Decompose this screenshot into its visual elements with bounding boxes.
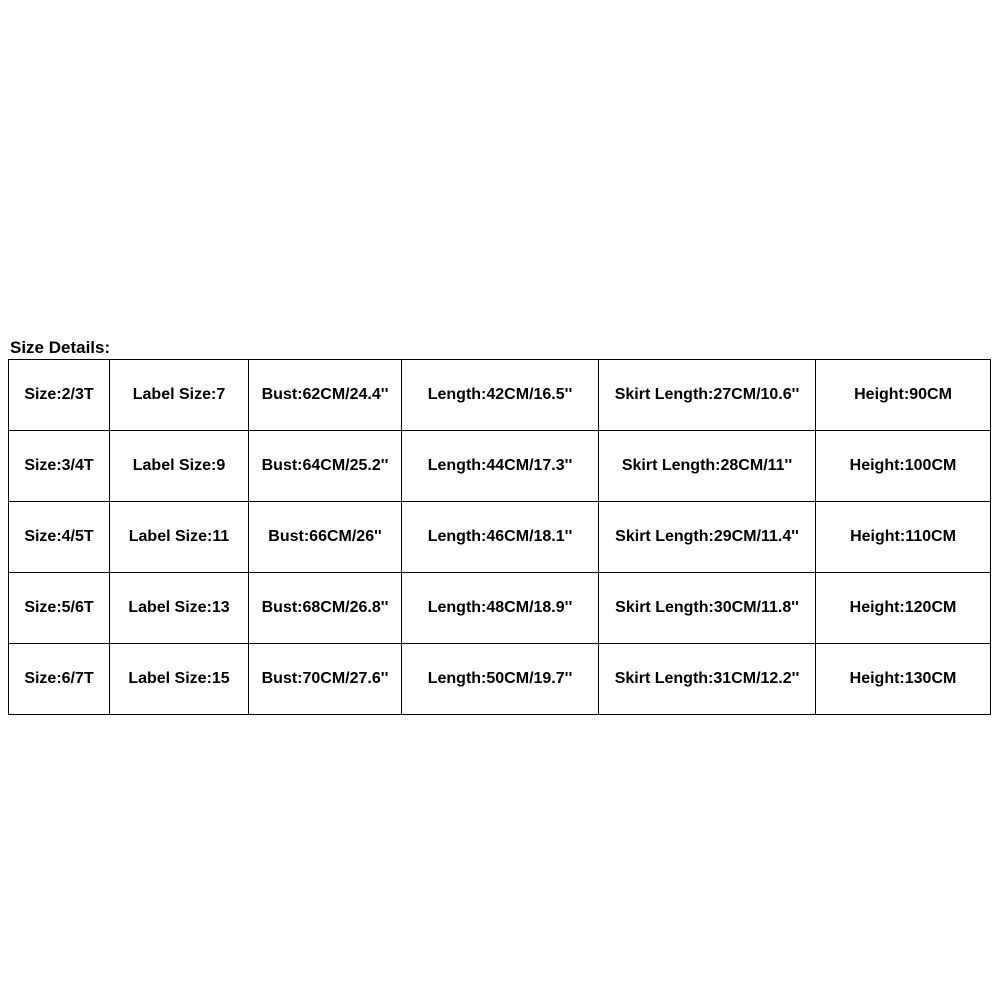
bust-cell: Bust:64CM/25.2'' xyxy=(249,431,402,502)
height-cell: Height:110CM xyxy=(816,502,991,573)
height-cell: Height:130CM xyxy=(816,644,991,715)
size-cell: Size:3/4T xyxy=(9,431,110,502)
label-size-cell: Label Size:7 xyxy=(110,360,249,431)
label-size-cell: Label Size:11 xyxy=(110,502,249,573)
size-cell: Size:6/7T xyxy=(9,644,110,715)
label-size-cell: Label Size:9 xyxy=(110,431,249,502)
length-cell: Length:48CM/18.9'' xyxy=(402,573,599,644)
skirt-length-cell: Skirt Length:29CM/11.4'' xyxy=(599,502,816,573)
size-cell: Size:5/6T xyxy=(9,573,110,644)
length-cell: Length:50CM/19.7'' xyxy=(402,644,599,715)
size-cell: Size:4/5T xyxy=(9,502,110,573)
size-table xyxy=(8,359,991,715)
length-cell: Length:46CM/18.1'' xyxy=(402,502,599,573)
bust-cell: Bust:68CM/26.8'' xyxy=(249,573,402,644)
skirt-length-cell: Skirt Length:31CM/12.2'' xyxy=(599,644,816,715)
length-cell: Length:44CM/17.3'' xyxy=(402,431,599,502)
skirt-length-cell: Skirt Length:28CM/11'' xyxy=(599,431,816,502)
height-cell: Height:100CM xyxy=(816,431,991,502)
label-size-cell: Label Size:15 xyxy=(110,644,249,715)
size-details-title: Size Details: xyxy=(10,338,111,357)
bust-cell: Bust:70CM/27.6'' xyxy=(249,644,402,715)
label-size-cell: Label Size:13 xyxy=(110,573,249,644)
skirt-length-cell: Skirt Length:30CM/11.8'' xyxy=(599,573,816,644)
bust-cell: Bust:62CM/24.4'' xyxy=(249,360,402,431)
length-cell: Length:42CM/16.5'' xyxy=(402,360,599,431)
bust-cell: Bust:66CM/26'' xyxy=(249,502,402,573)
table-row xyxy=(9,360,991,431)
height-cell: Height:90CM xyxy=(816,360,991,431)
table-row xyxy=(9,644,991,715)
size-cell: Size:2/3T xyxy=(9,360,110,431)
table-row xyxy=(9,502,991,573)
skirt-length-cell: Skirt Length:27CM/10.6'' xyxy=(599,360,816,431)
table-row xyxy=(9,431,991,502)
height-cell: Height:120CM xyxy=(816,573,991,644)
table-row xyxy=(9,573,991,644)
